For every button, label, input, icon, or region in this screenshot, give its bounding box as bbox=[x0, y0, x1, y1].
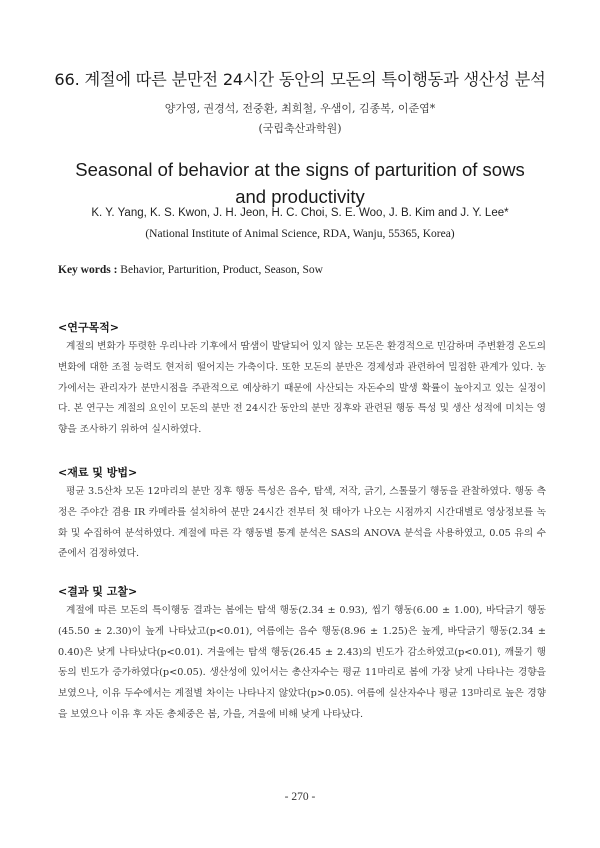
section-heading-methods: <재료 및 방법> bbox=[58, 466, 138, 479]
korean-authors: 양가영, 권경석, 전중환, 최희철, 우샘이, 김종복, 이준엽* bbox=[164, 102, 436, 115]
section-body-methods: 평균 3.5산차 모돈 12마리의 분만 징후 행동 특성은 음수, 탐색, 저작, 긁기, 스톨물기 행동을 관찰하였다. 행동 측정은 주야간 겸용 IR 카메라를 설치하여 분만 24시간 전부터 첫 태아가 나오는 시점까지 시간대별로 영상정보를 녹화 및 수집하여 분석하였다. 계절에 따른 각 행동별 통계 분석은 SAS의 ANOVA 분석을 사용하였고, 0.05 유의 수준에서 검정하였다. bbox=[58, 486, 546, 560]
section-body-results: 계절에 따른 모돈의 특이행동 결과는 봄에는 탐색 행동(2.34 ± 0.93), 씹기 행동(6.00 ± 1.00), 바닥긁기 행동(45.50 ± 2.30)이 높게 나타났고(p<0.01), 여름에는 음수 행동(8.96 ± 1.25)은 높게, 바닥긁기 행동(2.34 ± 0.40)은 낮게 나타났다(p<0.01). 겨울에는 탐색 행동(26.45 ± 2.43)의 빈도가 감소하였고(p<0.01), 깨물기 행동의 빈도가 증가하였다(p<0.05). 생산성에 있어서는 총산자수는 평균 11마리로 봄에 가장 낮게 나타나는 경향을 보였으나, 이유 두수에서는 계절별 차이는 나타나지 않았다(p>0.05). 여름에 실산자수나 평균 13마리로 높은 경향을 보였으나 이유 후 자돈 총체중은 봄, 가을, 겨울에 비해 낮게 나타났다. bbox=[58, 605, 546, 720]
english-authors: K. Y. Yang, K. S. Kwon, J. H. Jeon, H. C. Choi, S. E. Woo, J. B. Kim and J. Y. Lee* bbox=[91, 207, 509, 219]
section-heading-results: <결과 및 고찰> bbox=[58, 585, 138, 598]
page-number: - 270 - bbox=[284, 791, 316, 803]
keywords-line bbox=[58, 264, 548, 276]
section-body-purpose: 계절의 변화가 뚜렷한 우리나라 기후에서 땀샘이 발달되어 있지 않는 모돈은 환경적으로 민감하며 주변환경 온도의 변화에 대한 조절 능력도 현저히 떨어지는 가축이다. 또한 모돈의 분만은 경제성과 관련하여 밀접한 관계가 있다. 농가에서는 관리자가 분만시점을 주관적으로 예상하기 때문에 사산되는 자돈수의 발생 확률이 높아지고 있는 실정이다. 본 연구는 계절의 요인이 모돈의 분만 전 24시간 동안의 분만 징후와 관련된 행동 특성 및 생산 성적에 미치는 영향을 조사하기 위하여 실시하였다. bbox=[58, 341, 546, 436]
section-heading-purpose: <연구목적> bbox=[58, 321, 119, 334]
english-affiliation: (National Institute of Animal Science, RDA, Wanju, 55365, Korea) bbox=[145, 228, 455, 240]
keywords-text: Behavior, Parturition, Product, Season, Sow bbox=[120, 264, 323, 276]
english-title: Seasonal of behavior at the signs of parturition of sows and productivity bbox=[75, 159, 525, 207]
korean-affiliation: (국립축산과학원) bbox=[258, 122, 342, 135]
korean-title: 66. 계절에 따른 분만전 24시간 동안의 모돈의 특이행동과 생산성 분석 bbox=[54, 70, 546, 89]
keywords-label: Key words : bbox=[58, 264, 118, 276]
